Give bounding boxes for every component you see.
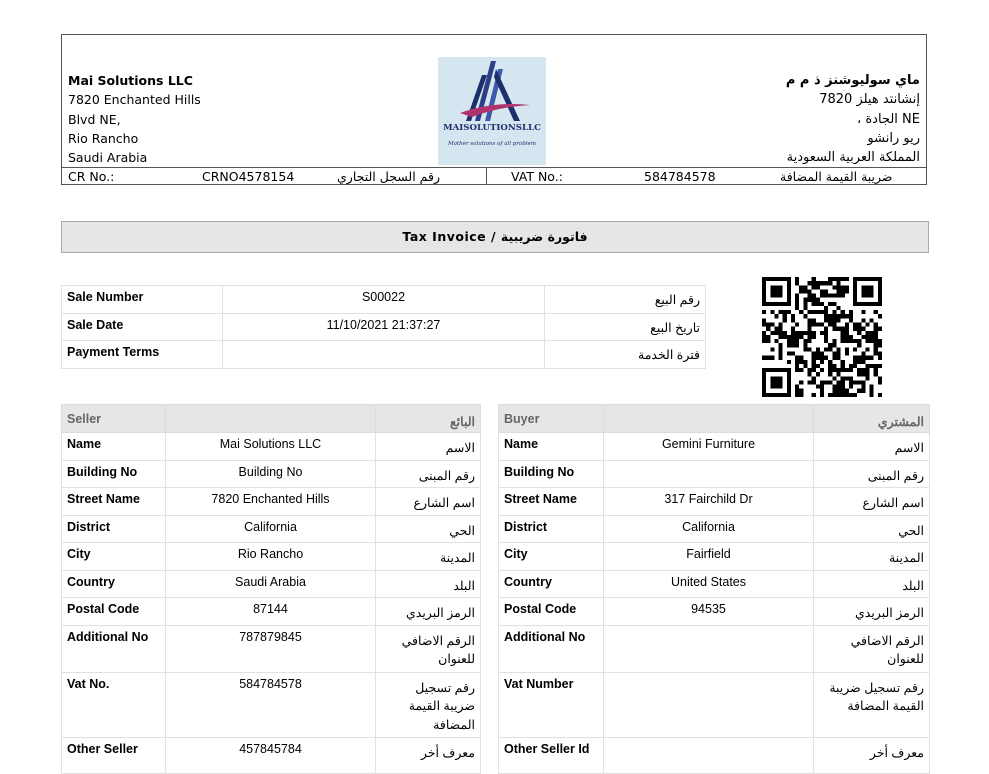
seller-field-label: Country xyxy=(62,570,166,598)
sale-number-label: Sale Number xyxy=(62,286,223,314)
invoice-header xyxy=(61,34,927,185)
seller-field-label-ar: رقم المبنى xyxy=(376,460,481,488)
table-row xyxy=(499,515,930,543)
seller-field-label-ar: البلد xyxy=(376,570,481,598)
buyer-field-label-ar: معرف أخر xyxy=(814,737,930,773)
payment-terms-label: Payment Terms xyxy=(62,341,223,369)
row-divider xyxy=(486,168,487,185)
table-header-row xyxy=(62,405,481,433)
table-row xyxy=(62,570,481,598)
company-address-en xyxy=(68,71,201,167)
vat-label: VAT No.: xyxy=(511,169,563,184)
address-line-en: Blvd NE, xyxy=(68,111,121,127)
table-row xyxy=(499,433,930,461)
seller-field-value: Saudi Arabia xyxy=(166,570,376,598)
buyer-field-label: Building No xyxy=(499,460,604,488)
address-line-ar: NE الجادة ، xyxy=(857,111,920,127)
buyer-field-label: Country xyxy=(499,570,604,598)
address-line-en: Rio Rancho xyxy=(68,130,139,146)
buyer-field-label: Name xyxy=(499,433,604,461)
seller-field-label-ar: اسم الشارع xyxy=(376,488,481,516)
seller-field-label-ar: معرف أخر xyxy=(376,737,481,773)
table-row xyxy=(499,460,930,488)
buyer-field-value: California xyxy=(604,515,814,543)
seller-field-label: Name xyxy=(62,433,166,461)
buyer-field-label-ar: رقم المبنى xyxy=(814,460,930,488)
table-row xyxy=(499,488,930,516)
seller-field-value: 584784578 xyxy=(166,672,376,737)
seller-field-label-ar: الرقم الاضافي للعنوان xyxy=(376,625,481,672)
seller-field-label: Vat No. xyxy=(62,672,166,737)
buyer-field-label-ar: الرمز البريدي xyxy=(814,598,930,626)
table-row xyxy=(499,543,930,571)
table-row xyxy=(62,598,481,626)
buyer-field-value xyxy=(604,460,814,488)
seller-field-label-ar: الحي xyxy=(376,515,481,543)
table-row xyxy=(499,672,930,737)
address-line-ar: إنشانتد هيلز 7820 xyxy=(819,92,920,108)
company-name-ar: ماي سوليوشنز ذ م م xyxy=(785,73,920,88)
buyer-field-label: Postal Code xyxy=(499,598,604,626)
sale-number-label-ar: رقم البيع xyxy=(545,286,706,314)
table-row xyxy=(499,598,930,626)
table-row xyxy=(62,672,481,737)
address-line-en: 7820 Enchanted Hills xyxy=(68,92,201,108)
seller-field-label: Other Seller xyxy=(62,737,166,773)
buyer-header: Buyer xyxy=(499,405,604,433)
table-row xyxy=(62,313,706,341)
sale-date-label-ar: تاريخ البيع xyxy=(545,313,706,341)
table-row xyxy=(62,341,706,369)
seller-table xyxy=(61,404,481,774)
company-logo xyxy=(438,57,546,165)
buyer-field-label-ar: البلد xyxy=(814,570,930,598)
buyer-header-ar: المشتري xyxy=(814,405,930,433)
seller-header-spacer xyxy=(166,405,376,433)
table-row xyxy=(62,286,706,314)
logo-mark-icon xyxy=(438,57,546,165)
seller-header-ar: البائع xyxy=(376,405,481,433)
seller-field-value: 7820 Enchanted Hills xyxy=(166,488,376,516)
buyer-field-value: Fairfield xyxy=(604,543,814,571)
seller-field-value: California xyxy=(166,515,376,543)
buyer-field-label-ar: الرقم الاضافي للعنوان xyxy=(814,625,930,672)
table-row xyxy=(62,433,481,461)
table-row xyxy=(62,488,481,516)
seller-field-label: Building No xyxy=(62,460,166,488)
table-row xyxy=(62,543,481,571)
sale-date-label: Sale Date xyxy=(62,313,223,341)
table-row xyxy=(62,515,481,543)
cr-label-ar: رقم السجل التجاري xyxy=(337,169,440,184)
buyer-field-label-ar: الاسم xyxy=(814,433,930,461)
buyer-field-value: 317 Fairchild Dr xyxy=(604,488,814,516)
buyer-field-label-ar: رقم تسجيل ضريبة القيمة المضافة xyxy=(814,672,930,737)
buyer-field-label-ar: اسم الشارع xyxy=(814,488,930,516)
invoice-title: Tax Invoice / فاتورة ضريبية xyxy=(61,221,929,253)
buyer-field-label: City xyxy=(499,543,604,571)
table-row xyxy=(62,737,481,773)
vat-value: 584784578 xyxy=(644,169,716,184)
seller-field-label-ar: الرمز البريدي xyxy=(376,598,481,626)
buyer-field-value: United States xyxy=(604,570,814,598)
seller-field-label: District xyxy=(62,515,166,543)
payment-terms-value xyxy=(223,341,545,369)
buyer-field-value: 94535 xyxy=(604,598,814,626)
buyer-field-label: Other Seller Id xyxy=(499,737,604,773)
seller-field-value: Building No xyxy=(166,460,376,488)
buyer-field-value xyxy=(604,737,814,773)
table-row xyxy=(499,570,930,598)
buyer-header-spacer xyxy=(604,405,814,433)
qr-code-icon xyxy=(762,277,882,397)
buyer-field-value: Gemini Furniture xyxy=(604,433,814,461)
sale-date-value: 11/10/2021 21:37:27 xyxy=(223,313,545,341)
seller-field-label-ar: رقم تسجيل ضريبة القيمة المضافة xyxy=(376,672,481,737)
table-row xyxy=(499,625,930,672)
seller-field-label-ar: المدينة xyxy=(376,543,481,571)
logo-text: MAISOLUTIONSLLC xyxy=(443,123,541,133)
buyer-field-label: Vat Number xyxy=(499,672,604,737)
company-address-ar xyxy=(786,71,920,167)
buyer-field-value xyxy=(604,625,814,672)
payment-terms-label-ar: فترة الخدمة xyxy=(545,341,706,369)
table-row xyxy=(499,737,930,773)
company-name-en: Mai Solutions LLC xyxy=(68,73,193,88)
seller-field-value: 87144 xyxy=(166,598,376,626)
table-header-row xyxy=(499,405,930,433)
buyer-field-label: Additional No xyxy=(499,625,604,672)
seller-field-value: 457845784 xyxy=(166,737,376,773)
buyer-field-label: District xyxy=(499,515,604,543)
registration-row xyxy=(62,167,926,185)
vat-label-ar: ضريبة القيمة المضافة xyxy=(780,169,893,184)
buyer-table xyxy=(498,404,930,774)
seller-field-label: Additional No xyxy=(62,625,166,672)
seller-field-value: Rio Rancho xyxy=(166,543,376,571)
seller-field-label: City xyxy=(62,543,166,571)
seller-field-label: Postal Code xyxy=(62,598,166,626)
seller-header: Seller xyxy=(62,405,166,433)
seller-field-label: Street Name xyxy=(62,488,166,516)
buyer-field-value xyxy=(604,672,814,737)
buyer-field-label-ar: المدينة xyxy=(814,543,930,571)
address-line-ar: ريو رانشو xyxy=(867,130,920,146)
buyer-field-label-ar: الحي xyxy=(814,515,930,543)
table-row xyxy=(62,625,481,672)
logo-tagline: Mother solutions of all problem xyxy=(447,141,536,147)
seller-field-value: 787879845 xyxy=(166,625,376,672)
address-line-ar: المملكة العربية السعودية xyxy=(786,150,920,166)
seller-field-label-ar: الاسم xyxy=(376,433,481,461)
address-line-en: Saudi Arabia xyxy=(68,150,148,166)
sale-info-table xyxy=(61,285,706,369)
sale-number-value: S00022 xyxy=(223,286,545,314)
buyer-field-label: Street Name xyxy=(499,488,604,516)
seller-field-value: Mai Solutions LLC xyxy=(166,433,376,461)
cr-value: CRNO4578154 xyxy=(202,169,295,184)
table-row xyxy=(62,460,481,488)
cr-label: CR No.: xyxy=(68,169,115,184)
